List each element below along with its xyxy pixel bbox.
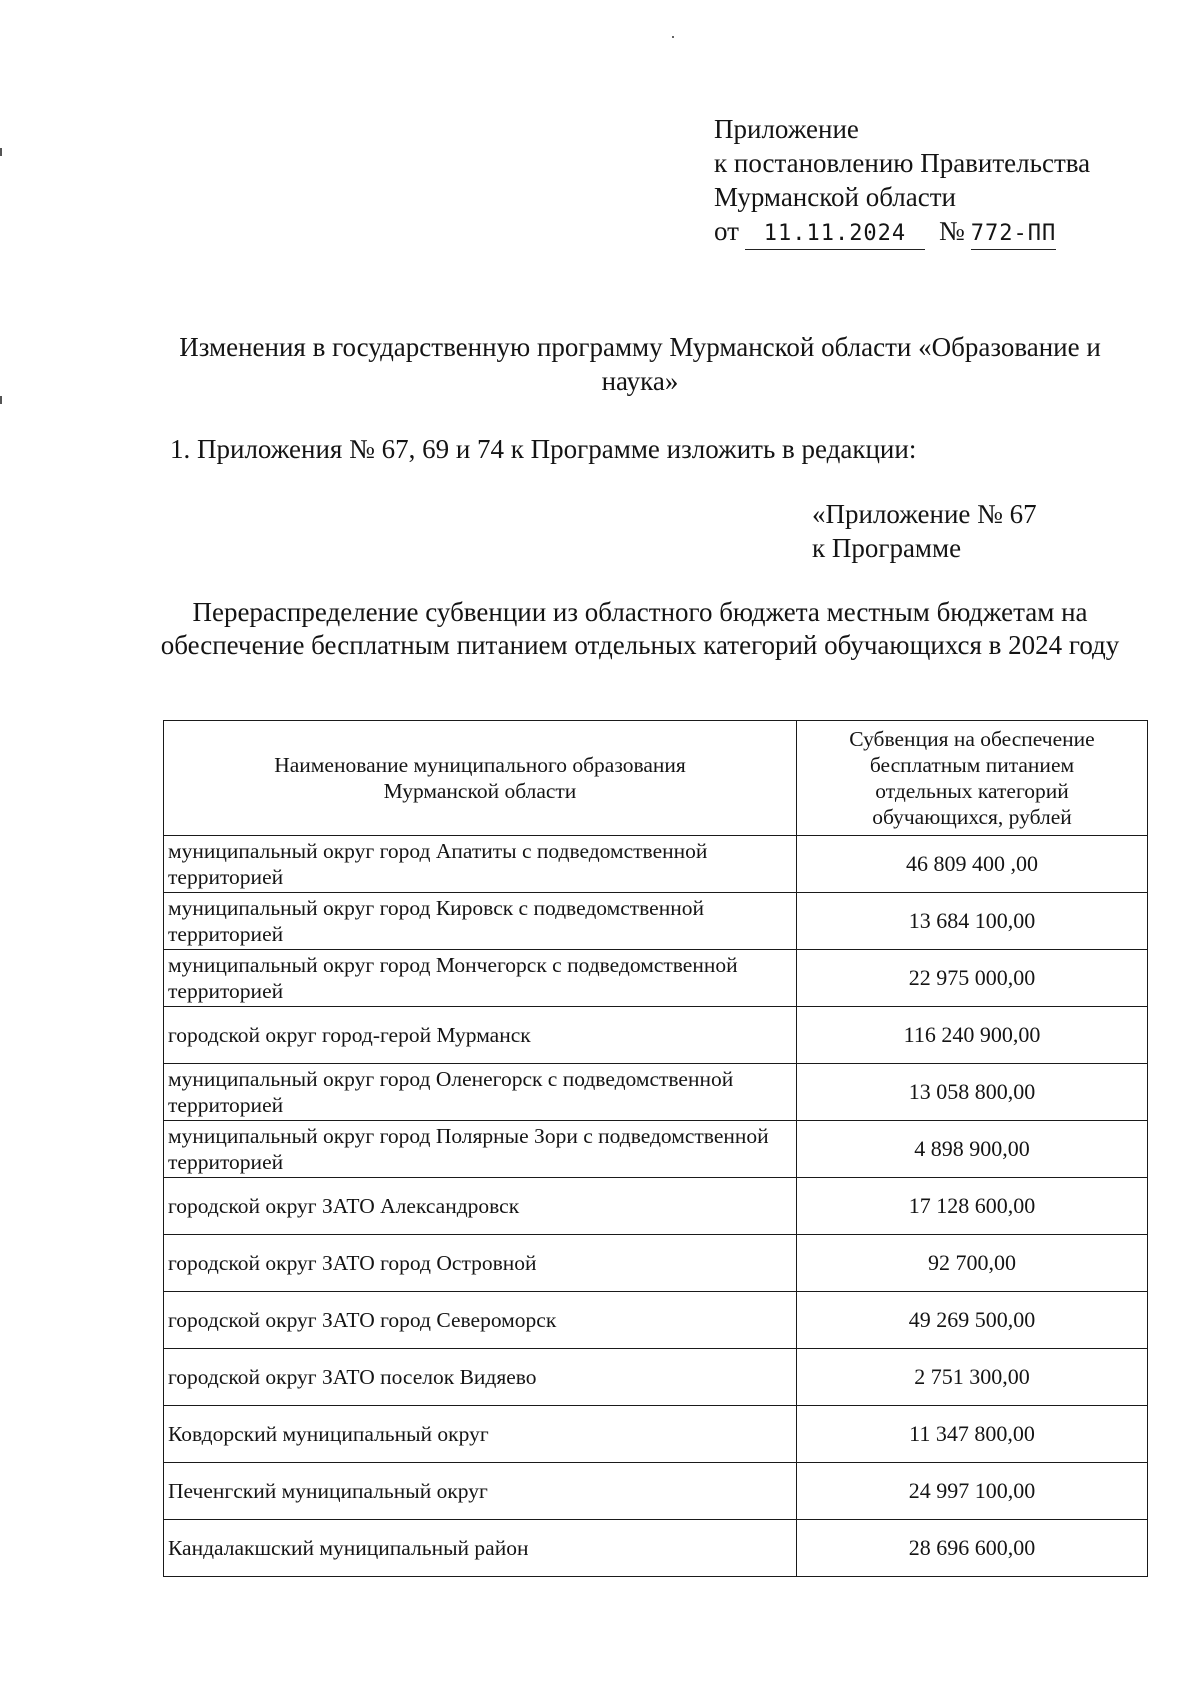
municipality-name: городской округ ЗАТО город Островной xyxy=(164,1235,797,1292)
subsidy-amount: 17 128 600,00 xyxy=(797,1178,1148,1235)
municipality-name: муниципальный округ город Апатиты с подведомственной территорией xyxy=(164,836,797,893)
stamp-date-line xyxy=(714,214,1090,250)
municipality-name: городской округ город-герой Мурманск xyxy=(164,1007,797,1064)
municipality-name: Ковдорский муниципальный округ xyxy=(164,1406,797,1463)
stamp-line-1: Приложение xyxy=(714,114,859,144)
subsidy-amount: 92 700,00 xyxy=(797,1235,1148,1292)
table-row xyxy=(164,1463,1148,1520)
table-row xyxy=(164,1235,1148,1292)
column-header-municipality: Наименование муниципального образования Мурманской области xyxy=(164,721,797,836)
municipality-name: городской округ ЗАТО поселок Видяево xyxy=(164,1349,797,1406)
table-row xyxy=(164,1406,1148,1463)
scan-edge-mark xyxy=(0,396,2,404)
table-row xyxy=(164,1520,1148,1577)
subsidy-amount: 49 269 500,00 xyxy=(797,1292,1148,1349)
municipality-name: муниципальный округ город Кировск с подведомственной территорией xyxy=(164,893,797,950)
scan-speck xyxy=(672,36,674,38)
subsidy-amount: 13 684 100,00 xyxy=(797,893,1148,950)
subsidy-amount: 116 240 900,00 xyxy=(797,1007,1148,1064)
document-title: Изменения в государственную программу Мурманской области «Образование и наука» xyxy=(179,332,1101,396)
subsidy-amount: 4 898 900,00 xyxy=(797,1121,1148,1178)
municipality-name: муниципальный округ город Полярные Зори с подведомственной территорией xyxy=(164,1121,797,1178)
subsidy-table xyxy=(163,720,1148,1577)
appendix-stamp xyxy=(714,112,1090,250)
appendix-67-line-1: «Приложение № 67 xyxy=(812,499,1037,529)
municipality-name: Печенгский муниципальный округ xyxy=(164,1463,797,1520)
number-sign: № xyxy=(938,216,965,246)
date-prefix: от xyxy=(714,216,739,246)
subsidy-amount: 28 696 600,00 xyxy=(797,1520,1148,1577)
table-row xyxy=(164,1178,1148,1235)
municipality-name: городской округ ЗАТО Александровск xyxy=(164,1178,797,1235)
appendix-67-header xyxy=(812,497,1037,565)
table-row xyxy=(164,1064,1148,1121)
stamp-line-2: к постановлению Правительства xyxy=(714,148,1091,178)
table-row xyxy=(164,1349,1148,1406)
table-row xyxy=(164,1007,1148,1064)
subsidy-amount: 11 347 800,00 xyxy=(797,1406,1148,1463)
subsidy-amount: 13 058 800,00 xyxy=(797,1064,1148,1121)
stamp-line-3: Мурманской области xyxy=(714,182,956,212)
municipality-name: муниципальный округ город Оленегорск с подведомственной территорией xyxy=(164,1064,797,1121)
decree-number: 772-ПП xyxy=(971,219,1056,250)
subsidy-amount: 22 975 000,00 xyxy=(797,950,1148,1007)
municipality-name: городской округ ЗАТО город Североморск xyxy=(164,1292,797,1349)
table-header-row xyxy=(164,721,1148,836)
table-row xyxy=(164,950,1148,1007)
table-row xyxy=(164,1121,1148,1178)
table-row xyxy=(164,1292,1148,1349)
table-title: Перераспределение субвенции из областного бюджета местным бюджетам на обеспечение бесплатным питанием отдельных категорий обучающихся в 2024 году xyxy=(160,597,1120,660)
scan-edge-mark xyxy=(0,148,2,156)
subsidy-amount: 2 751 300,00 xyxy=(797,1349,1148,1406)
table-row xyxy=(164,836,1148,893)
decree-date: 11.11.2024 xyxy=(745,219,925,250)
table-row xyxy=(164,893,1148,950)
subsidy-amount: 24 997 100,00 xyxy=(797,1463,1148,1520)
subsidy-amount: 46 809 400 ,00 xyxy=(797,836,1148,893)
column-header-amount: Субвенция на обеспечение бесплатным питанием отдельных категорий обучающихся, рублей xyxy=(797,721,1148,836)
municipality-name: муниципальный округ город Мончегорск с подведомственной территорией xyxy=(164,950,797,1007)
item-1-text: 1. Приложения № 67, 69 и 74 к Программе изложить в редакции: xyxy=(170,434,917,464)
appendix-67-line-2: к Программе xyxy=(812,533,962,563)
municipality-name: Кандалакшский муниципальный район xyxy=(164,1520,797,1577)
